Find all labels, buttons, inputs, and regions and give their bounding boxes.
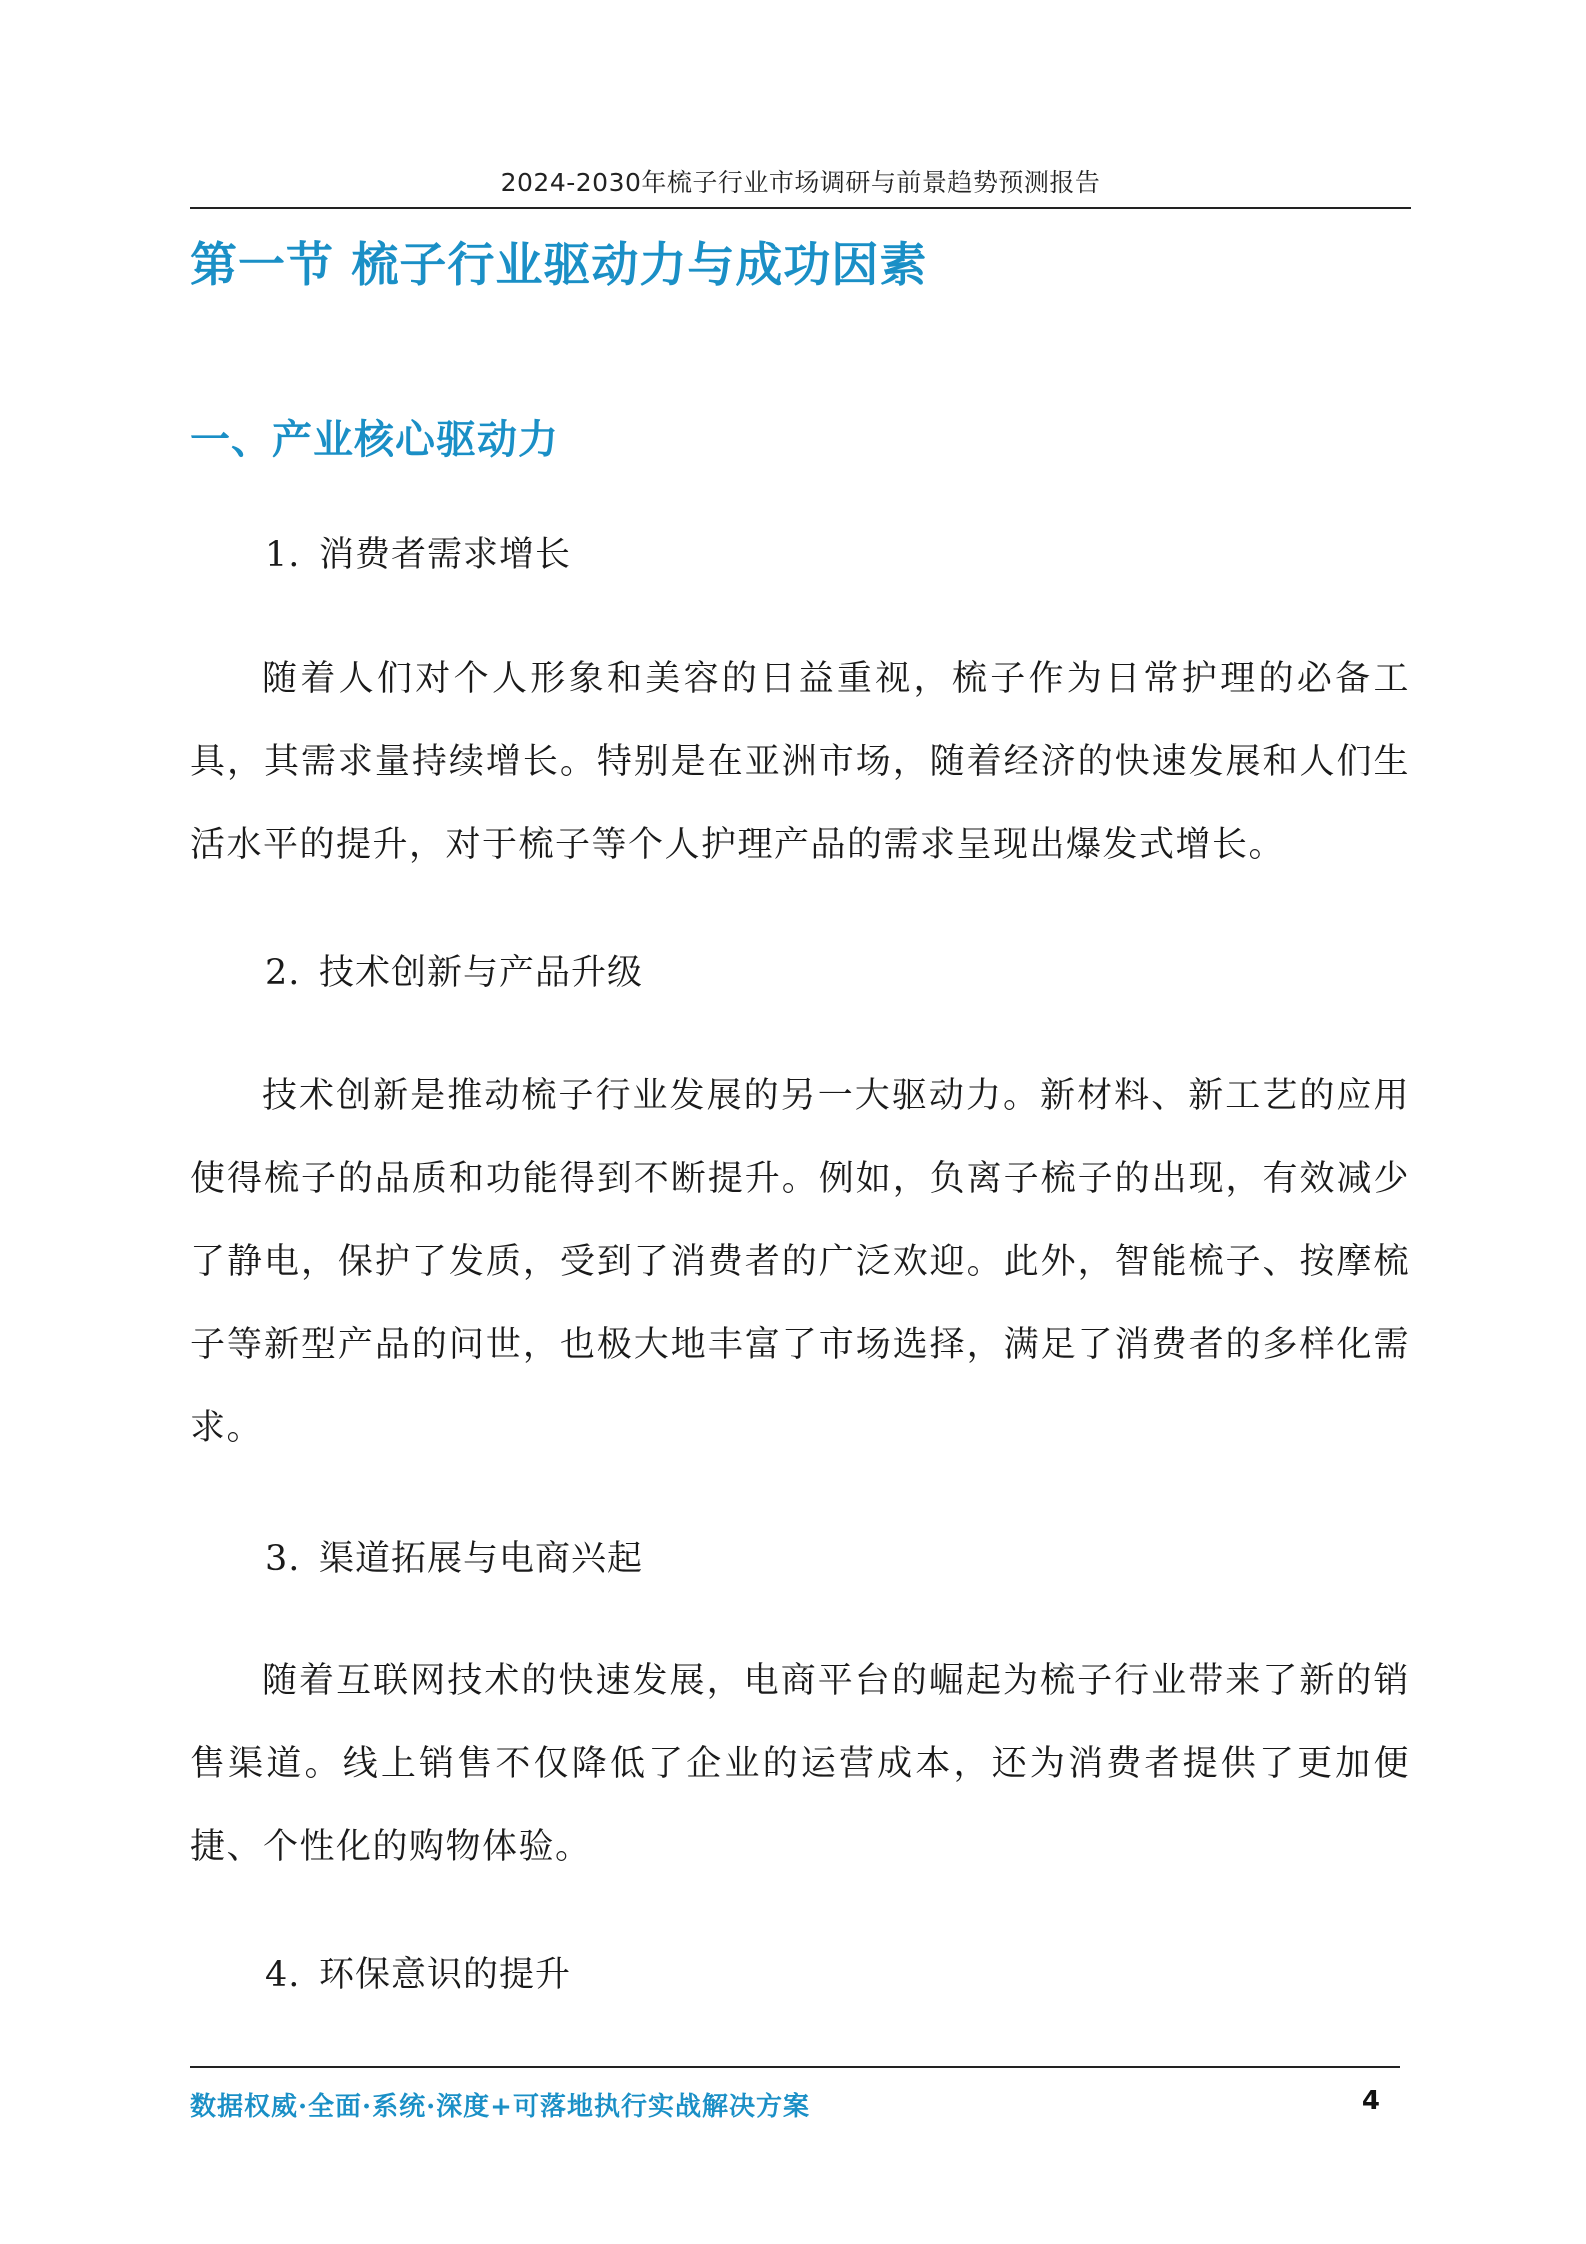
item-heading-text: 消费者需求增长 bbox=[319, 535, 572, 575]
paragraph-consumer-demand: 随着人们对个人形象和美容的日益重视，梳子作为日常护理的必备工具，其需求量持续增长。特别是在亚洲市场，随着经济的快速发展和人们生活水平的提升，对于梳子等个人护理产品的需求呈现出爆发式增长。 bbox=[190, 659, 1410, 865]
item-heading-environmental-awareness bbox=[265, 1947, 571, 1997]
item-heading-consumer-demand bbox=[265, 527, 571, 577]
paragraph-tech-innovation: 技术创新是推动梳子行业发展的另一大驱动力。新材料、新工艺的应用使得梳子的品质和功能得到不断提升。例如，负离子梳子的出现，有效减少了静电，保护了发质，受到了消费者的广泛欢迎。此外，智能梳子、按摩梳子等新型产品的问世，也极大地丰富了市场选择，满足了消费者的多样化需求。 bbox=[190, 1076, 1410, 1448]
page-number: 4 bbox=[1361, 2086, 1380, 2116]
section-title: 第一节 梳子行业驱动力与成功因素 bbox=[190, 238, 928, 293]
item-number: 4. bbox=[265, 1955, 301, 1995]
item-heading-text: 技术创新与产品升级 bbox=[319, 953, 644, 993]
item-heading-text: 渠道拓展与电商兴起 bbox=[319, 1539, 644, 1579]
footer-divider bbox=[190, 2066, 1400, 2068]
item-heading-text: 环保意识的提升 bbox=[319, 1955, 572, 1995]
item-number: 2. bbox=[265, 953, 301, 993]
item-heading-tech-innovation bbox=[265, 945, 643, 995]
item-heading-channel-expansion bbox=[265, 1531, 643, 1581]
item-number: 3. bbox=[265, 1539, 301, 1579]
item-number: 1. bbox=[265, 535, 301, 575]
paragraph-channel-expansion: 随着互联网技术的快速发展，电商平台的崛起为梳子行业带来了新的销售渠道。线上销售不仅降低了企业的运营成本，还为消费者提供了更加便捷、个性化的购物体验。 bbox=[190, 1661, 1410, 1867]
footer-tagline: 数据权威·全面·系统·深度+可落地执行实战解决方案 bbox=[190, 2092, 810, 2122]
subsection-title: 一、产业核心驱动力 bbox=[190, 417, 559, 463]
running-header: 2024-2030年梳子行业市场调研与前景趋势预测报告 bbox=[500, 168, 1101, 197]
header-divider bbox=[190, 207, 1411, 209]
